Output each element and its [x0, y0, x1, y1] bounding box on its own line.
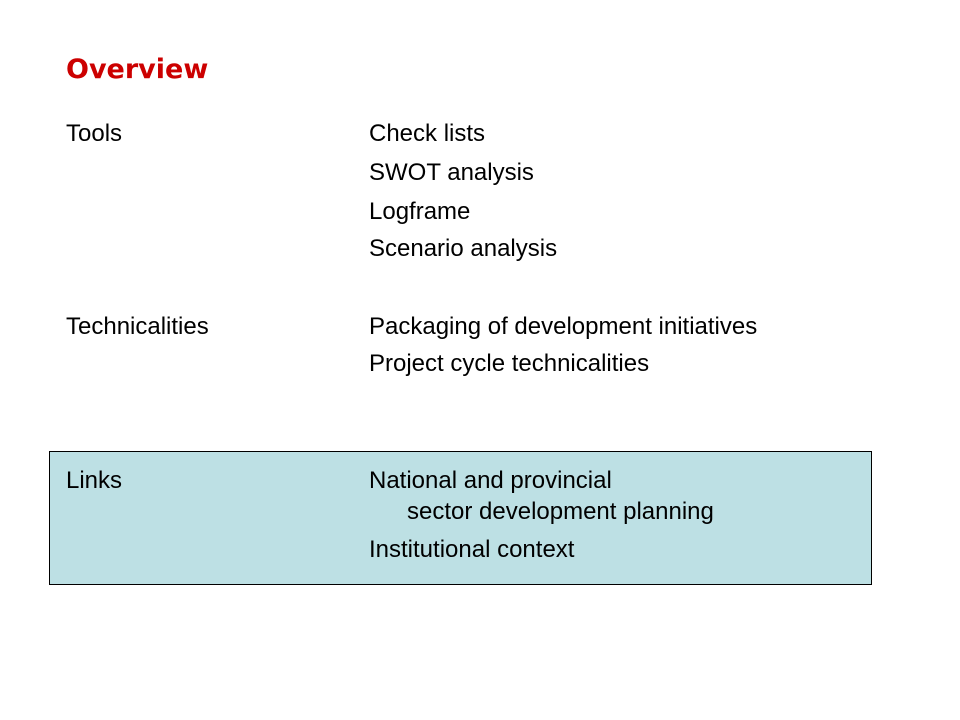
tools-item-logframe: Logframe: [369, 198, 471, 225]
links-item-institutional-context: Institutional context: [369, 536, 575, 563]
technicalities-item-project-cycle: Project cycle technicalities: [369, 350, 650, 377]
section-label-links: Links: [66, 467, 123, 494]
tools-item-swot-analysis: SWOT analysis: [369, 159, 534, 186]
slide-title: Overview: [66, 54, 209, 85]
technicalities-item-packaging: Packaging of development initiatives: [369, 313, 758, 340]
section-label-tools: Tools: [66, 120, 123, 147]
links-item-national-provincial: National and provincial: [369, 467, 612, 494]
tools-item-check-lists: Check lists: [369, 120, 486, 147]
links-item-sector-planning: sector development planning: [407, 498, 714, 525]
section-label-technicalities: Technicalities: [66, 313, 209, 340]
tools-item-scenario-analysis: Scenario analysis: [369, 235, 558, 262]
